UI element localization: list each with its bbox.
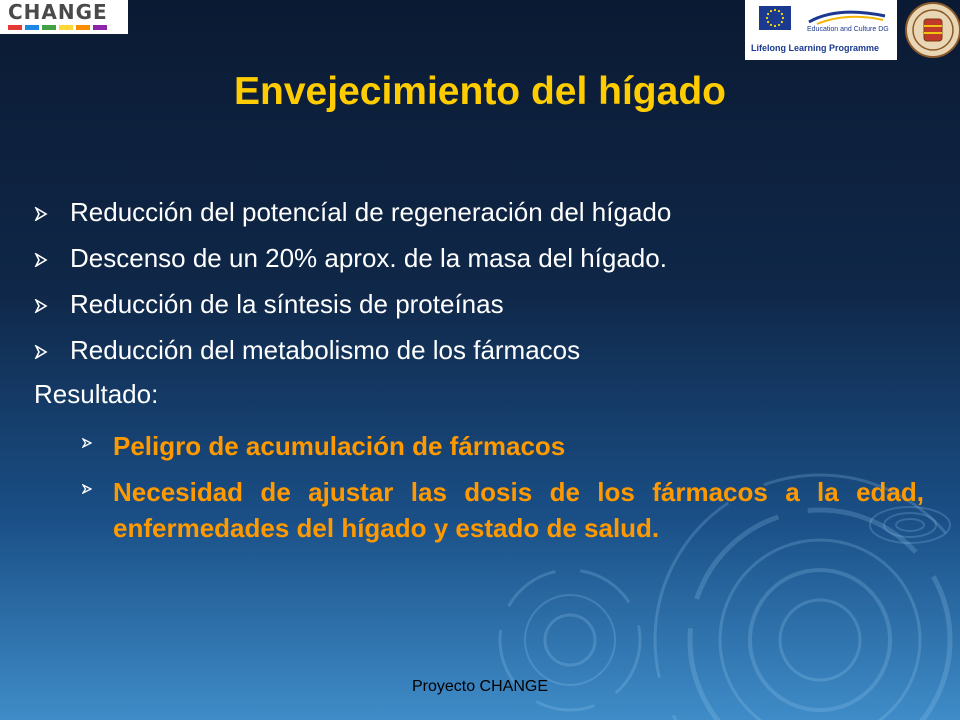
eu-star [766, 17, 768, 19]
change-logo-color-bar [8, 25, 124, 30]
sub-bullet-text: Peligro de acumulación de fármacos [113, 431, 566, 461]
color-segment [76, 25, 90, 30]
sub-bullet-item [82, 474, 924, 550]
eu-dg-text: Education and Culture DG [807, 26, 889, 33]
slide-title: Envejecimiento del hígado [234, 70, 726, 113]
bullet-item [34, 197, 934, 243]
change-logo-text: CHANGE [8, 0, 108, 24]
sub-bullet-item [82, 428, 924, 468]
arrow-bullet-icon [34, 345, 70, 359]
main-bullet-list [34, 197, 934, 381]
arrow-bullet-icon [34, 299, 70, 313]
bullet-text: Reducción del potencíal de regeneración del hígado [70, 197, 672, 227]
color-segment [42, 25, 56, 30]
bullet-item [34, 289, 934, 335]
eu-star [770, 24, 772, 26]
bullet-item [34, 243, 934, 289]
arrow-bullet-icon [34, 207, 70, 221]
eu-lifelong-learning-logo [745, 0, 897, 60]
result-label: Resultado: [34, 379, 159, 409]
eu-star [767, 21, 769, 23]
sub-bullet-text: Necesidad de ajustar las dosis de los fármacos a la edad, enfermedades del hígado y estado de salud. [113, 477, 924, 543]
eu-star [770, 10, 772, 12]
color-segment [59, 25, 73, 30]
eu-star [767, 13, 769, 15]
eu-star [781, 21, 783, 23]
bullet-text: Reducción de la síntesis de proteínas [70, 289, 504, 319]
change-logo [0, 0, 128, 34]
eu-star [778, 10, 780, 12]
color-segment [93, 25, 107, 30]
university-seal-icon [905, 2, 960, 58]
eu-flag-icon [759, 6, 791, 30]
swoosh-icon [807, 8, 887, 26]
footer-text: Proyecto CHANGE [411, 678, 549, 695]
arrow-bullet-icon [34, 253, 70, 267]
eu-star [781, 13, 783, 15]
bullet-text: Descenso de un 20% aprox. de la masa del hígado. [70, 243, 667, 273]
eu-star [782, 17, 784, 19]
bullet-item [34, 335, 934, 381]
color-segment [8, 25, 22, 30]
eu-star [778, 24, 780, 26]
eu-programme-text: Lifelong Learning Programme [751, 43, 880, 53]
color-segment [25, 25, 39, 30]
eu-star [774, 9, 776, 11]
eu-star [774, 25, 776, 27]
bullet-text: Reducción del metabolismo de los fármacos [70, 335, 581, 365]
